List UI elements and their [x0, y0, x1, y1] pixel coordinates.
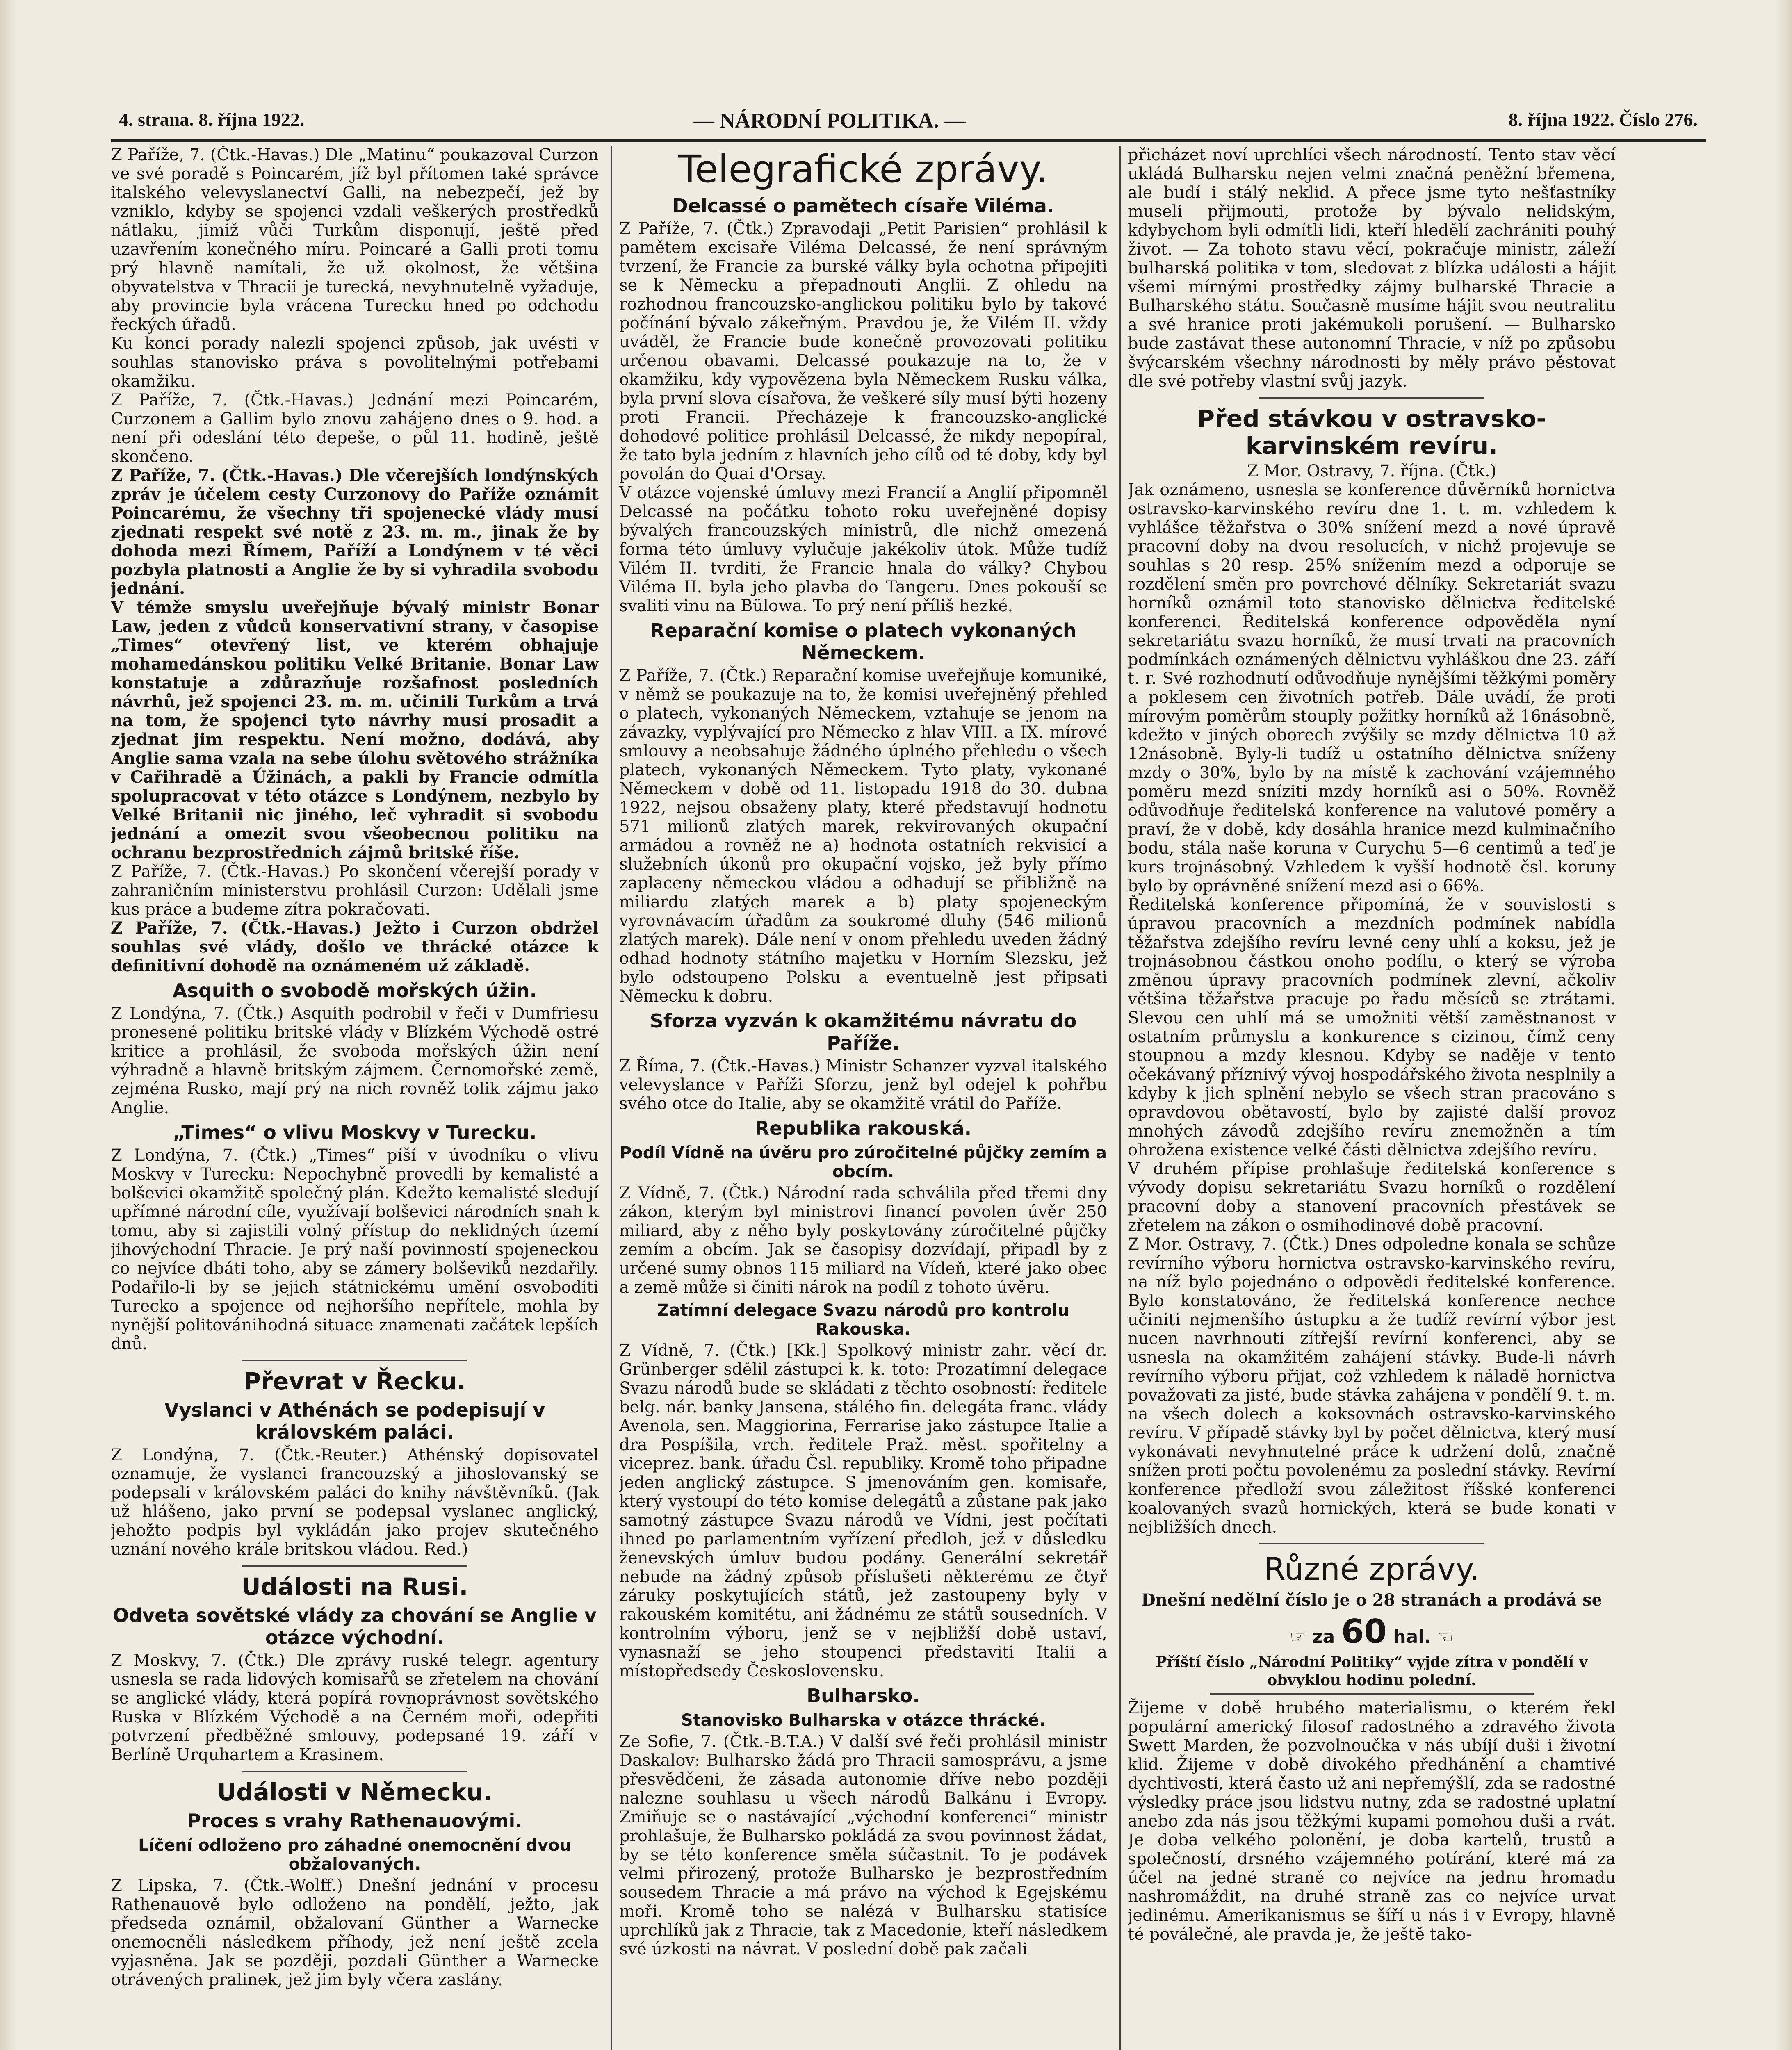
section-rule	[242, 1565, 467, 1567]
header-rule	[111, 139, 1706, 142]
article-paragraph: Z Paříže, 7. (Čtk.) Reparační komise uveřejňuje komuniké, v němž se poukazuje na to, že komisi uveřejněný přehled o platech, vykonaných Německem, vztahuje se jenom na závazky, vyplývající pro Německo z hlav VIII. a IX. mírové smlouvy a neobsahuje žádného úplného přehledu o všech platech, vykonaných Německem. Tyto platy, vykonané Německem v době od 11. listopadu 1918 do 30. dubna 1922, nejsou obsaženy platy, které představují hodnotu 571 milionů zlatých marek, rekvirovaných okupační armádou a rovněž ne a) hodnota ostatních rekvisicí a služebních úkonů pro okupační vojsko, jež byly přímo zaplaceny německou vládou a odhadují se přibližně na miliardu zlatých marek a b) platy spojeneckým vyrovnávacím úřadům za soukromé dluhy (546 milionů zlatých marek). Dále není v onom přehledu uveden žádný odhad hodnoty státního majetku v Horním Slezsku, jež bylo odstoupeno Polsku a eventuelně jest připsati Německu k dobru.	[619, 666, 1107, 1006]
article-paragraph: Ku konci porady nalezli spojenci způsob, jak uvésti v souhlas stanovisko práva s povolitelnými potřebami okamžiku.	[111, 334, 599, 391]
column-divider	[611, 146, 612, 2050]
article-subheadline: Stanovisko Bulharska v otázce thrácké.	[681, 1711, 1046, 1730]
section-headline: Převrat v Řecku.	[243, 1367, 466, 1395]
article-paragraph: Z Paříže, 7. (Čtk.-Havas.) Jednání mezi Poincarém, Curzonem a Gallim bylo znovu zahájeno dnes o 9. hod. a není při odeslání této depeše, o půl 11. hodině, ještě skončeno.	[111, 391, 599, 466]
article-paragraph: Z Londýna, 7. (Čtk.) „Times“ píší v úvodníku o vlivu Moskvy v Turecku: Nepochybně provedli by kemalisté a bolševici okamžitě společný plán. Kdežto kemalisté sledují upřímné národní cíle, využívají bolševici národních snah k tomu, aby si zajistili volný přístup do neklidných území jihovýchodní Thracie. Je prý naší povinností spojeneckou co nejvíce dbáti toho, aby se zámery bolševiků nezdařily. Podařilo-li by se jejich státnickému umění osvoboditi Turecko a spojence od nejhoršího nepřítele, mohla by nynější politovánihodná situace znamenati začátek lepších dnů.	[111, 1146, 599, 1353]
scan-edge-right	[1776, 0, 1792, 2050]
next-issue-notice: Příští číslo „Národní Politiky“ vyjde zítra v pondělí v obvyklou hodinu polední.	[1156, 1654, 1588, 1689]
article-headline: Bulharsko.	[807, 1685, 920, 1707]
article-paragraph: Jak oznámeno, usnesla se konference důvěrníků hornictva ostravsko-karvinského revíru dne 1. t. m. vzhledem k vyhlášce těžařstva o 30% snížení mezd a nové úpravě pracovní doby na dvou resolucích, v nichž projevuje se souhlas s 20 resp. 25% snížením mezd a odporuje se rozdělení směn pro povrchové dělníky. Sekretariát svazu horníků oznámil toto stanovisko dělnictva ředitelské konferenci. Ředitelská konference odpověděla nyní sekretariátu svazu horníků, že musí trvati na pracovních podmínkách oznámených dělnictvu vyhláškou dne 23. září t. r. Své rozhodnutí odůvodňuje nynějšími těžkými poměry a poklesem cen životních potřeb. Dále uvádí, že proti mírovým poměrům stouply požitky horníků až 16násobně, kdežto v jiných oborech zvýšily se mzdy dělnictva 10 až 12násobně. Byly-li tudíž u ostatního dělnictva sníženy mzdy o 30%, bylo by na místě k zachování vzájemného poměru mezd sníziti mzdy horníků asi o 50%. Rovněž odůvodňuje ředitelská konference na valutové poměry a praví, že v době, kdy dosáhla hranice mezd kulminačního bodu, stála naše koruna v Curychu 5—6 centimů a teď je kurs trojnásobný. Vzhledem k vyšší hodnotě čsl. koruny bylo by oprávněné snížení mezd asi o 66%.	[1128, 481, 1616, 895]
price-notice: ☞ za 60 hal. ☜	[1290, 1613, 1454, 1651]
article-subheadline: Vyslanci v Athénách se podepisují v královském paláci.	[164, 1399, 545, 1443]
article-headline: Sforza vyzván k okamžitému návratu do Paříže.	[650, 1010, 1077, 1054]
article-subheadline: Podíl Vídně na úvěru pro zúročitelné půjčky zemím a obcím.	[620, 1143, 1107, 1181]
column-3	[1128, 146, 1616, 2050]
article-paragraph: Z Paříže, 7. (Čtk.-Havas.) Dle včerejších londýnských zpráv je účelem cesty Curzonovy do Paříže oznámit Poincarému, že všechny tři spojenecké vlády musí zjednati respekt své notě z 23. m. m., jinak že by dohoda mezi Římem, Paříží a Londýnem v té věci pozbyla platnosti a Anglie že by si vyhradila svobodu jednání.	[111, 466, 599, 598]
page-header	[111, 105, 1706, 137]
article-paragraph: Ze Sofie, 7. (Čtk.-B.T.A.) V další své řeči prohlásil ministr Daskalov: Bulharsko žádá pro Thracii samosprávu, a jsme přesvědčeni, že zásada autonomie dříve nebo později nalezne souhlasu u všech národů Balkánu i Evropy. Zmiňuje se o nastávající „východní konferenci“ ministr prohlašuje, že Bulharsko pokládá za svou povinnost žádat, by se této konference směla súčastnit. To je podávek velmi přirozený, protože Bulharsko je bezprostředním sousedem Thracie a má právo na východ k Egejskému moři. Kromě toho se nalézá v Bulharsku statisíce uprchlíků jak z Thracie, tak z Macedonie, kteří následkem své úzkosti na návrat. V poslední době pak začali	[619, 1732, 1107, 1959]
article-subheadline: Proces s vrahy Rathenauovými.	[187, 1810, 522, 1832]
article-headline: Delcassé o pamětech císaře Viléma.	[672, 195, 1054, 217]
article-headline: Asquith o svobodě mořských úžin.	[172, 979, 537, 1002]
article-paragraph: Z Paříže, 7. (Čtk.) Zpravodaji „Petit Parisien“ prohlásil k pamětem excisaře Viléma Delcassé, že není správným tvrzení, že Francie za burské války byla ochotna připojiti se k Německu a přepadnouti Anglii. Z ohledu na rozhodnou francouzsko-anglickou politiku bylo by takové počínání bývalo zákeřným. Pravdou je, že Vilém II. vždy uváděl, že Francie bude konečně provozovati politiku určenou obavami. Delcassé poukazuje na to, že v okamžiku, kdy vypovězena byla Německem Rusku válka, byla první slova císařova, že veškeré síly musí býti hozeny proti Francii. Přecházeje k francouzsko-anglické dohodové politice prohlásil Delcassé, že nikdy nepopíral, že tato byla jedním z hlavních jeho cílů od té doby, kdy byl povolán do Quai d'Orsay.	[619, 219, 1107, 483]
section-rule	[1259, 397, 1484, 399]
article-paragraph: V otázce vojenské úmluvy mezi Francií a Anglií připomněl Delcassé na počátku tohoto roku uveřejněné dopisy bývalých francouzských ministrů, dle nichž omezená forma této úmluvy vylučuje jakékoliv útok. Může tudíž Vilém II. tvrditi, že Francie hnala do války? Chybou Viléma II. byla jeho plavba do Tangeru. Dnes pokouší se svaliti vinu na Bülowa. To prý není příliš hezké.	[619, 483, 1107, 615]
article-paragraph: Z Vídně, 7. (Čtk.) Národní rada schválila před třemi dny zákon, kterým byl ministrovi financí povolen úvěr 250 miliard, aby z něho byly poskytovány zúročitelné půjčky zemím a obcím. Jak se časopisy dozvídají, připadl by z určené sumy obnos 115 miliard na Vídeň, které jako obec a země může si činiti nárok na podíl z tohoto úvěru.	[619, 1184, 1107, 1297]
article-headline: „Times“ o vlivu Moskvy v Turecku.	[173, 1121, 537, 1143]
section-headline: Události na Rusi.	[241, 1573, 468, 1601]
article-paragraph: Z Moskvy, 7. (Čtk.) Dle zprávy ruské telegr. agentury usnesla se rada lidových komisařů se zřetelem na chování se anglické vlády, která popírá rovnoprávnost sovětského Ruska v Blízkém Východě a na Černém moři, odepřiti potvrzení předběžné smlouvy, podepsané 19. září v Berlíně Urquhartem a Krasinem.	[111, 1651, 599, 1764]
scan-edge-left	[0, 0, 16, 2050]
column-divider	[1119, 146, 1121, 2050]
article-paragraph: Z Paříže, 7. (Čtk.-Havas.) Dle „Matinu“ poukazoval Curzon ve své poradě s Poincarém, jíž byl přítomen také správce italského velevyslanectví Galli, na nebezpečí, jež by vzniklo, kdyby se spojenci vzdali veškerých prostředků nátlaku, jimiž vůči Turkům disponují, ještě před uzavřením konečného míru. Poincaré a Galli proti tomu prý hlavně namítali, že už okolnost, že většina obyvatelstva v Thracii je turecká, nevyhnutelně vyžaduje, aby provincie byla vrácena Turecku hned po odchodu řeckých úřadů.	[111, 146, 599, 334]
hand-pointer-icon: ☜	[1437, 1626, 1454, 1647]
header-left: 4. strana. 8. října 1922.	[119, 109, 305, 130]
section-rule	[242, 1360, 467, 1361]
dateline: Z Mor. Ostravy, 7. října. (Čtk.)	[1247, 462, 1497, 481]
article-paragraph: přicházet noví uprchlíci všech národností. Tento stav věcí ukládá Bulharsku nejen velmi značná peněžní břemena, ale budí i stálý neklid. A přece jsme tyto nešťastníky museli přijmouti, protože by bývalo nelidským, kdybychom byli odmítli lidi, kteří hledělí zachrániti pouhý život. — Za tohoto stavu věcí, pokračuje ministr, záleží bulharská politika v tom, sledovat z blízka události a hájit všemi mírnými prostředky zájmy bulharské Thracie a Bulharského státu. Současně musíme hájit svou neutralitu a své hranice proti jakémukoli porušení. — Bulharsko bude zastávat these autonomní Thracie, v níž po způsobu švýcarském všechny národnosti by měly právo pěstovat dle své potřeby vlastní svůj jazyk.	[1128, 146, 1616, 391]
column-2	[619, 146, 1107, 2050]
article-headline: Republika rakouská.	[755, 1117, 972, 1139]
header-masthead: — NÁRODNÍ POLITIKA. —	[693, 109, 966, 132]
article-paragraph: V témže smyslu uveřejňuje bývalý ministr Bonar Law, jeden z vůdců konservativní strany, v časopise „Times“ otevřený list, ve kterém obhajuje mohamedánskou politiku Velké Britanie. Bonar Law konstatuje a zdůrazňuje rozšafnost posledních návrhů, jež spojenci 23. m. m. učinili Turkům a trvá na tom, že spojenci tyto návrhy musí prosadit a zjednat jim respektu. Není možno, dodává, aby Anglie sama vzala na sebe úlohu světového strážníka v Cařihradě a Úžinách, a pakli by Francie odmítla spolupracovat v této otázce s Londýnem, nezbylo by Velké Britanii nic jiného, leč vyhradit si svobodu jednání a omezit svou všeobecnou politiku na ochranu bezprostředních zájmů britské říše.	[111, 598, 599, 862]
article-paragraph: Z Vídně, 7. (Čtk.) [Kk.] Spolkový ministr zahr. věcí dr. Grünberger sdělil zástupci k. k. toto: Prozatímní delegace Svazu národů bude se skládati z těchto osobností: ředitele belg. nár. banky Jansena, stálého fin. delegáta franc. vlády Avenola, sen. Maggiorina, Ferrarise jako zástupce Italie a dra Pospíšila, vrch. ředitele Praž. měst. spořitelny a viceprez. bank. úřadu Čsl. republiky. Kromě toho připadne jeden anglický zástupce. S jmenováním gen. komisaře, který vystoupí do této komise delegátů a zůstane pak jako samotný zástupce Svazu národů ve Vídni, jest počítati ihned po parlamentním vyřízení předloh, jež v důsledku ženevských úmluv budou podány. Generální sekretář nebude na žádný způsob příslušeti některému ze čtyř záruky poskytujících států, jež zastoupeny byly v rakouském komitétu, ani žádnému ze států sousedních. V kontrolním výboru, jenž se v nejbližší době ustaví, vynasnaží se jeho stoupenci představiti Italii a místopředsedy Československu.	[619, 1341, 1107, 1681]
article-subheadline: Zatímní delegace Svazu národů pro kontrolu Rakouska.	[657, 1301, 1069, 1339]
section-headline: Události v Německu.	[217, 1778, 492, 1806]
article-paragraph: Ředitelská konference připomíná, že v souvislosti s úpravou pracovních a mezdních podmínek nabídla těžařstva zdejšího revíru levné ceny uhlí a koksu, jež je trojnásobnou částkou onoho podílu, o který se výroba změnou úpravy pracovních podmínek zlevní, ačkoliv většina těžařstva pracuje po řadu měsíců se ztrátami. Slevou cen uhlí má se umožniti větší zaměstnanost v ostatním průmyslu a konkurence s cizinou, čímž ceny stoupnou a mzdy klesnou. Kdyby se naděje v tento očekávaný příznivý vývoj hospodářského života nesplnily a kdyby k jich splnění nebylo se všech stran pracováno s opravdovou obětavostí, bylo by zajisté další provoz mnohých závodů zdejšího revíru znemožněn a tím ohrožena existence velké části dělnictva zdejšího revíru.	[1128, 895, 1616, 1159]
article-subheadline: Líčení odloženo pro záhadné onemocnění dvou obžalovaných.	[138, 1836, 571, 1874]
issue-notice: Dnešní nedělní číslo je o 28 stranách a prodává se	[1141, 1590, 1603, 1610]
article-paragraph: Z Mor. Ostravy, 7. (Čtk.) Dnes odpoledne konala se schůze revírního výboru hornictva ostravsko-karvinského revíru, na níž bylo pojednáno o odpovědi ředitelské konference. Bylo konstatováno, že ředitelská konference nechce učiniti nejmenšího ústupku a že tudíž revírní výbor jest nucen navrhnouti zítřejší revírní konferenci, aby se usnesla na okamžitém zahájení stávky. Bude-li návrh revírního výboru přijat, což vzhledem k náladě hornictva považovati za jisté, bude stávka zahájena v pondělí 9. t. m. na všech dolech a koksovnách ostravsko-karvinského revíru. V případě stávky byl by počet dělnictva, který musí vykonávati nevyhnutelné práce k udržení dolů, značně snížen proti počtu povolenému za poslední stávky. Revírní konference předloží svou záležitost říšské konferenci koalovaných svazů hornických, která se bude konati v nejbližších dnech.	[1128, 1235, 1616, 1537]
hand-pointer-icon: ☞	[1290, 1626, 1306, 1647]
section-rule	[1259, 1543, 1484, 1544]
section-rule	[242, 1771, 467, 1772]
article-subheadline: Odveta sovětské vlády za chování se Anglie v otázce východní.	[113, 1604, 597, 1649]
section-title: Různé zprávy.	[1264, 1551, 1480, 1587]
article-paragraph: Z Paříže, 7. (Čtk.-Havas.) Ježto i Curzon obdržel souhlas své vlády, došlo ve thrácké otázce k definitivní dohodě na oznámeném už základě.	[111, 918, 599, 975]
article-headline: Reparační komise o platech vykonaných Německem.	[650, 620, 1076, 664]
section-headline: Před stávkou v ostravsko-karvinském revíru.	[1197, 405, 1546, 460]
column-1	[111, 146, 599, 2050]
article-paragraph: V druhém přípise prohlašuje ředitelská konference s vývody dopisu sekretariátu Svazu horníků o rozdělení pracovní doby a stanovení pracovních přestávek se zřetelem na zákon o osmihodinové době pracovní.	[1128, 1159, 1616, 1235]
header-right: 8. října 1922. Číslo 276.	[1508, 109, 1698, 130]
article-paragraph: Z Londýna, 7. (Čtk.-Reuter.) Athénský dopisovatel oznamuje, že vyslanci francouzský a jihoslovanský se podepsali v královském paláci do knihy návštěvníků. (Jak už hlášeno, jako první se podepsal vyslanec anglický, jehožto podpis byl vykládán jako projev skutečného uznání nového krále britskou vládou. Red.)	[111, 1446, 599, 1559]
price-value: 60	[1341, 1613, 1387, 1651]
section-title: Telegrafické zprávy.	[678, 147, 1049, 191]
article-paragraph: Z Londýna, 7. (Čtk.) Asquith podrobil v řeči v Dumfriesu pronesené politiku britské vlády v Blízkém Východě ostré kritice a prohlásil, že svoboda mořských úžin není výhradně a hlavně britským zájmem. Černomořské země, zejména Rusko, mají prý na nich rovněž tolik zájmu jako Anglie.	[111, 1004, 599, 1117]
section-rule	[1210, 1693, 1534, 1695]
article-paragraph: Žijeme v době hrubého materialismu, o kterém řekl populární americký filosof radostného a zdravého života Swett Marden, že pozvolnoučka v nás ubíjí duši i životní klid. Žijeme v době divokého předhánění a chamtivé dychtivosti, která často už ani nepřemýšlí, zda se radostné výsledky práce jsou lidstvu nutny, zda se radostné uplatní anebo zda nás jsou těžkými kupami pomohou duši a rvát. Je doba velkého polonění, je doba kartelů, trustů a společností, drsného vzájemného potírání, které má za účel na jedné straně co nejvíce na jednu hromadu nashromáždit, na druhé straně zas co nejvíce urvat jedinému. Amerikanismus se šíří u nás i v Evropy, hlavně té poválečné, ale pravda je, že ještě tako-	[1128, 1699, 1616, 1944]
article-paragraph: Z Lipska, 7. (Čtk.-Wolff.) Dnešní jednání v procesu Rathenauově bylo odloženo na pondělí, ježto, jak předseda oznámil, obžalovaní Günther a Warnecke onemocněli následkem příhody, jež není ještě zcela vyjasněna. Jak se později, pozdali Günther a Warnecke otrávených pralinek, jež jim byly včera zaslány.	[111, 1876, 599, 1989]
article-paragraph: Z Paříže, 7. (Čtk.-Havas.) Po skončení včerejší porady v zahraničním ministerstvu prohlásil Curzon: Udělali jsme kus práce a budeme zítra pokračovati.	[111, 862, 599, 919]
article-paragraph: Z Říma, 7. (Čtk.-Havas.) Ministr Schanzer vyzval italského velevyslance v Paříži Sforzu, jenž byl odejel k pohřbu svého otce do Italie, aby se okamžitě vrátil do Paříže.	[619, 1057, 1107, 1113]
